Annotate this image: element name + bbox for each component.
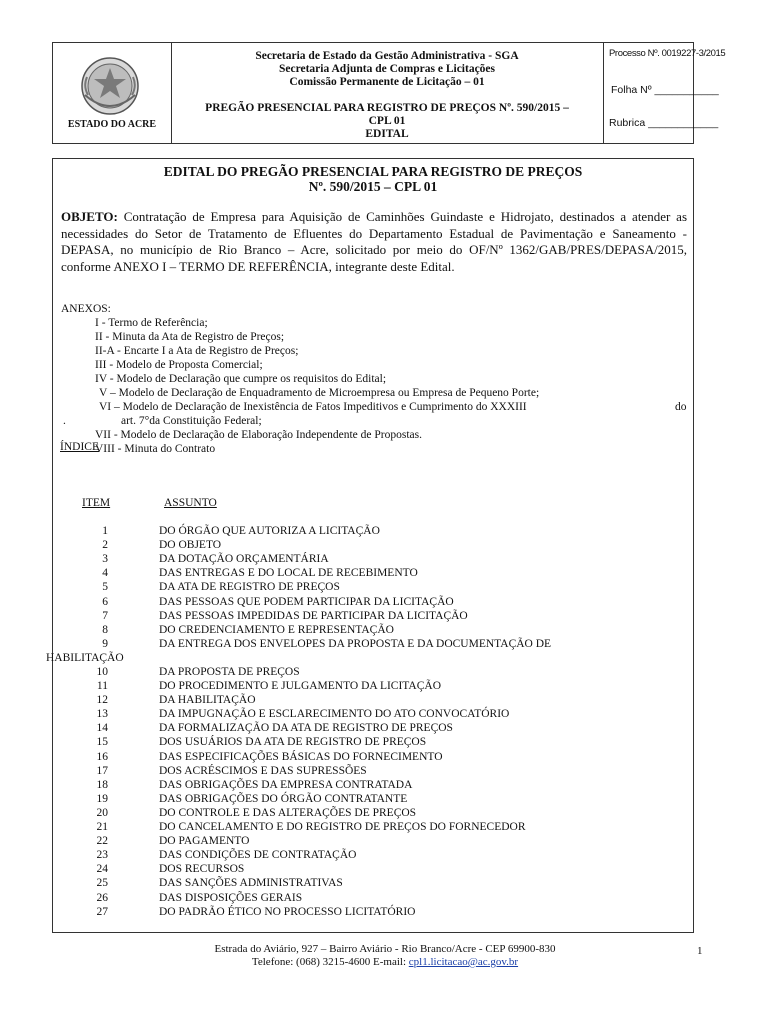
indice-row (52, 764, 692, 778)
anexo-item: III - Modelo de Proposta Comercial; (95, 359, 263, 371)
indice-row-title: DAS CONDIÇÕES DE CONTRATAÇÃO (159, 849, 357, 862)
anexo-item: I - Termo de Referência; (95, 317, 208, 329)
indice-section (46, 158, 694, 933)
indice-row-number: 24 (96, 863, 108, 876)
header-pregao: PREGÃO PRESENCIAL PARA REGISTRO DE PREÇOS Nº. 590/2015 – (205, 102, 569, 114)
header-title-cell (171, 43, 604, 143)
indice-row-number: 9 (102, 637, 108, 650)
indice-row (52, 778, 692, 792)
rubrica-field: Rubrica ____________ (609, 117, 719, 129)
indice-row-title: DA DOTAÇÃO ORÇAMENTÁRIA (159, 553, 329, 566)
indice-row-number: 27 (96, 905, 108, 918)
indice-row (52, 862, 692, 876)
indice-row-title: DA FORMALIZAÇÃO DA ATA DE REGISTRO DE PREÇOS (159, 722, 453, 735)
indice-row (52, 566, 692, 580)
indice-row-number: 20 (96, 806, 108, 819)
indice-row (52, 595, 692, 609)
indice-row-title: DA HABILITAÇÃO (159, 694, 256, 707)
indice-row (52, 905, 692, 919)
indice-row (52, 891, 692, 905)
indice-row-number: 22 (96, 835, 108, 848)
indice-col-item: ITEM (82, 497, 111, 509)
header-comissao: Comissão Permanente de Licitação – 01 (289, 76, 485, 88)
indice-row-number: 26 (96, 891, 108, 904)
indice-row-title: DAS DISPOSIÇÕES GERAIS (159, 891, 303, 904)
state-label: ESTADO DO ACRE (67, 119, 157, 130)
indice-row-number: 25 (96, 877, 108, 890)
indice-row-title: DA PROPOSTA DE PREÇOS (159, 665, 300, 678)
indice-col-assunto: ASSUNTO (164, 497, 217, 509)
edital-title-line2: Nº. 590/2015 – CPL 01 (308, 179, 438, 194)
indice-row-number: 18 (96, 778, 108, 791)
indice-row (52, 806, 692, 820)
indice-row (52, 834, 692, 848)
indice-row-title: DAS PESSOAS QUE PODEM PARTICIPAR DA LICITAÇÃO (159, 595, 454, 608)
footer-phone: Telefone: (068) 3215-4600 E-mail: (251, 956, 409, 968)
objeto-label: OBJETO: (61, 209, 118, 224)
anexo-item: II-A - Encarte I a Ata de Registro de Preços; (95, 345, 299, 357)
indice-row-number: 10 (96, 665, 108, 678)
edital-title-line1: EDITAL DO PREGÃO PRESENCIAL PARA REGISTRO DE PREÇOS (163, 164, 583, 179)
indice-row-number: 7 (102, 609, 108, 622)
folha-field: Folha Nº ___________ (611, 84, 719, 96)
indice-row-number: 4 (102, 567, 108, 580)
indice-row-title: DOS USUÁRIOS DA ATA DE REGISTRO DE PREÇOS (159, 736, 427, 749)
anexo-item-continuation: do (675, 401, 687, 413)
indice-row-number: 2 (102, 539, 108, 552)
indice-row (52, 876, 692, 890)
anexo-item: IV - Modelo de Declaração que cumpre os requisitos do Edital; (95, 373, 387, 385)
indice-row-number: 1 (102, 525, 108, 537)
indice-row-number: 14 (96, 722, 108, 735)
header-emblem-cell (53, 43, 172, 143)
anexo-item-marker: . (63, 415, 66, 427)
indice-row (52, 735, 692, 749)
indice-row (52, 665, 692, 679)
indice-row-title: DOS RECURSOS (159, 863, 245, 876)
indice-row-title: DO OBJETO (159, 539, 222, 552)
indice-row-number: 11 (96, 680, 108, 692)
indice-row (52, 623, 692, 637)
header-secretaria: Secretaria de Estado da Gestão Administrativa - SGA (255, 50, 519, 62)
header-cpl: CPL 01 (368, 115, 406, 127)
indice-row-title: DO CANCELAMENTO E DO REGISTRO DE PREÇOS DO FORNECEDOR (159, 821, 526, 833)
anexos-heading: ANEXOS: (61, 303, 111, 315)
header-process-cell (603, 43, 726, 143)
document-header (52, 42, 726, 144)
anexo-item: VII - Modelo de Declaração de Elaboração Independente de Propostas. (95, 429, 422, 441)
indice-row-number: 23 (96, 849, 108, 862)
anexo-item: II - Minuta da Ata de Registro de Preços; (95, 331, 285, 343)
indice-row-number: 3 (102, 553, 108, 566)
indice-row-number: 17 (96, 764, 108, 777)
indice-row-title: DA IMPUGNAÇÃO E ESCLARECIMENTO DO ATO CONVOCATÓRIO (159, 708, 510, 721)
indice-heading: ÍNDICE (60, 441, 99, 453)
page-number: 1 (697, 945, 703, 957)
footer-address: Estrada do Aviário, 927 – Bairro Aviário - Rio Branco/Acre - CEP 69900-830 (214, 943, 556, 955)
indice-row-continuation-text: HABILITAÇÃO (46, 651, 124, 664)
indice-row-title: DA ATA DE REGISTRO DE PREÇOS (159, 581, 340, 594)
indice-row-title: DAS OBRIGAÇÕES DA EMPRESA CONTRATADA (159, 778, 413, 791)
header-edital: EDITAL (365, 128, 409, 140)
indice-row (52, 609, 692, 623)
indice-row-title: DAS ESPECIFICAÇÕES BÁSICAS DO FORNECIMENTO (159, 750, 443, 763)
indice-row (52, 792, 692, 806)
indice-row-number: 15 (96, 736, 108, 749)
indice-row (52, 820, 692, 834)
indice-row-number: 13 (96, 708, 108, 721)
indice-row-number: 6 (102, 595, 108, 608)
state-coat-of-arms-icon (79, 55, 141, 117)
indice-row-title: DAS ENTREGAS E DO LOCAL DE RECEBIMENTO (159, 567, 418, 580)
indice-row-title: DO CREDENCIAMENTO E REPRESENTAÇÃO (159, 623, 394, 636)
indice-row (52, 750, 692, 764)
indice-row (52, 848, 692, 862)
anexo-item: VIII - Minuta do Contrato (95, 443, 216, 455)
indice-row-title: DAS OBRIGAÇÕES DO ÓRGÃO CONTRATANTE (159, 792, 408, 805)
indice-row-title: DO ÓRGÃO QUE AUTORIZA A LICITAÇÃO (159, 525, 380, 537)
indice-row-title: DA ENTREGA DOS ENVELOPES DA PROPOSTA E DA DOCUMENTAÇÃO DE (159, 637, 552, 650)
indice-row-title: DOS ACRÉSCIMOS E DAS SUPRESSÕES (159, 764, 367, 777)
indice-row (52, 693, 692, 707)
indice-row (52, 637, 692, 651)
objeto-text: Contratação de Empresa para Aquisição de Caminhões Guindaste e Hidrojato, destinados a atender as necessidades do Setor de Tratamento de Efluentes do Departamento Estadual de Pavimentação e Saneamento - DEPASA, no município de Rio Branco – Acre, solicitado por meio do OF/Nº 1362/GAB/PRES/DEPASA/2015, conforme ANEXO I – TERMO DE REFERÊNCIA, integrante deste Edital. (61, 209, 687, 274)
page-footer (0, 943, 770, 969)
anexo-item: V – Modelo de Declaração de Enquadramento de Microempresa ou Empresa de Pequeno Porte; (99, 387, 540, 399)
indice-row-number: 12 (96, 694, 108, 707)
anexo-item: art. 7°da Constituição Federal; (121, 415, 262, 427)
indice-row (52, 679, 692, 693)
indice-row-title: DAS SANÇÕES ADMINISTRATIVAS (159, 877, 343, 890)
process-number: Processo Nº. 0019227-3/2015 (609, 48, 726, 59)
indice-row-continuation (46, 651, 692, 665)
indice-row-number: 16 (96, 750, 108, 763)
indice-row (52, 538, 692, 552)
indice-row (52, 580, 692, 594)
indice-row-title: DO CONTROLE E DAS ALTERAÇÕES DE PREÇOS (159, 806, 417, 819)
indice-row-number: 5 (102, 581, 108, 594)
indice-row (52, 552, 692, 566)
indice-row (52, 707, 692, 721)
indice-row-number: 19 (96, 792, 108, 805)
indice-row (52, 524, 692, 538)
footer-contact (0, 956, 770, 969)
indice-row-number: 8 (102, 623, 108, 636)
indice-row-number: 21 (96, 821, 108, 833)
indice-row-title: DO PADRÃO ÉTICO NO PROCESSO LICITATÓRIO (159, 905, 416, 918)
footer-email-link[interactable]: cpl1.licitacao@ac.gov.br (408, 956, 519, 968)
indice-row-title: DO PAGAMENTO (159, 835, 250, 848)
anexo-item: VI – Modelo de Declaração de Inexistência de Fatos Impeditivos e Cumprimento do XXXIII (99, 401, 527, 413)
header-secretaria-adjunta: Secretaria Adjunta de Compras e Licitações (278, 63, 496, 75)
indice-row-title: DAS PESSOAS IMPEDIDAS DE PARTICIPAR DA LICITAÇÃO (159, 609, 468, 622)
indice-row (52, 721, 692, 735)
indice-row-title: DO PROCEDIMENTO E JULGAMENTO DA LICITAÇÃO (159, 680, 441, 692)
